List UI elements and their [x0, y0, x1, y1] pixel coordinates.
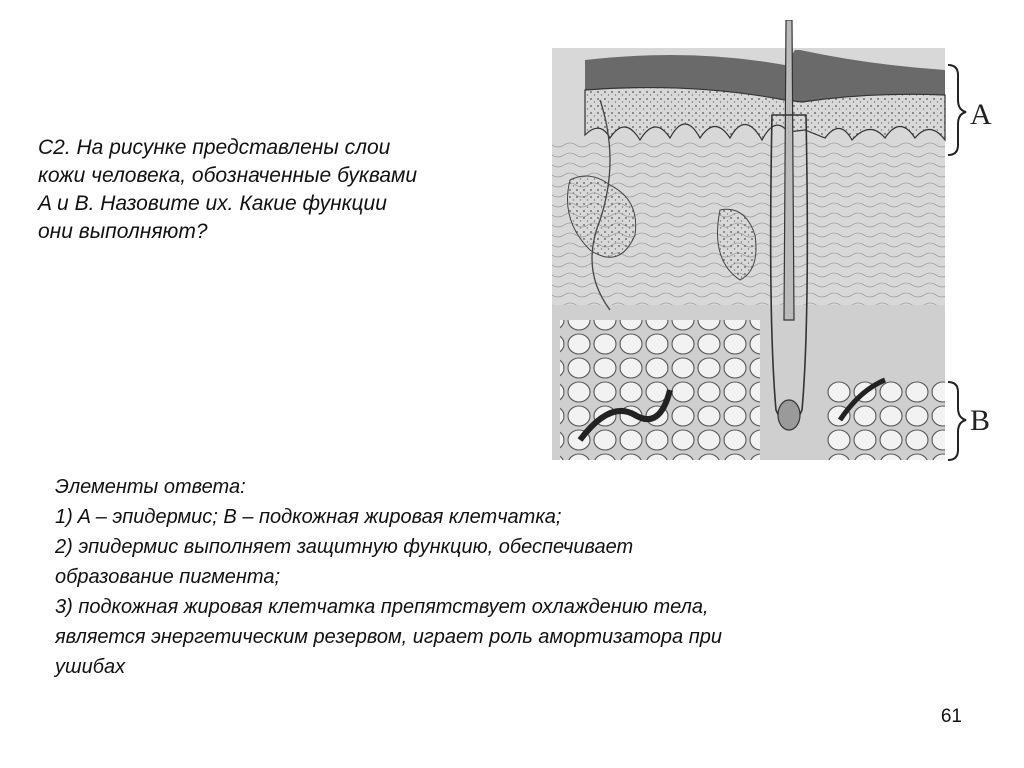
skin-layers-illustration — [540, 20, 1000, 465]
answer-item-2: 2) эпидермис выполняет защитную функцию, обеспечивает образование пигмента; — [55, 536, 634, 588]
hair-shaft — [784, 20, 794, 320]
skin-cross-section-figure — [540, 20, 1000, 465]
question-text: С2. На рисунке представлены слои кожи человека, обозначенные буквами A и B. Назовите их. Какие функции они выполняют? — [38, 136, 418, 243]
answer-heading: Элементы ответа: — [55, 476, 246, 498]
answer-item-1: 1) A – эпидермис; B – подкожная жировая клетчатка; — [55, 506, 562, 528]
answer-item-3: 3) подкожная жировая клетчатка препятствует охлаждению тела, является энергетическим резервом, играет роль амортизатора при ушибах — [55, 596, 722, 678]
answer-block — [55, 472, 975, 682]
label-b: B — [970, 404, 991, 437]
bracket-a — [948, 65, 966, 155]
fat-cells-left — [560, 320, 760, 460]
page-number: 61 — [940, 706, 962, 727]
bracket-b — [948, 382, 966, 460]
label-a: A — [970, 98, 992, 131]
hair-bulb — [778, 400, 800, 430]
